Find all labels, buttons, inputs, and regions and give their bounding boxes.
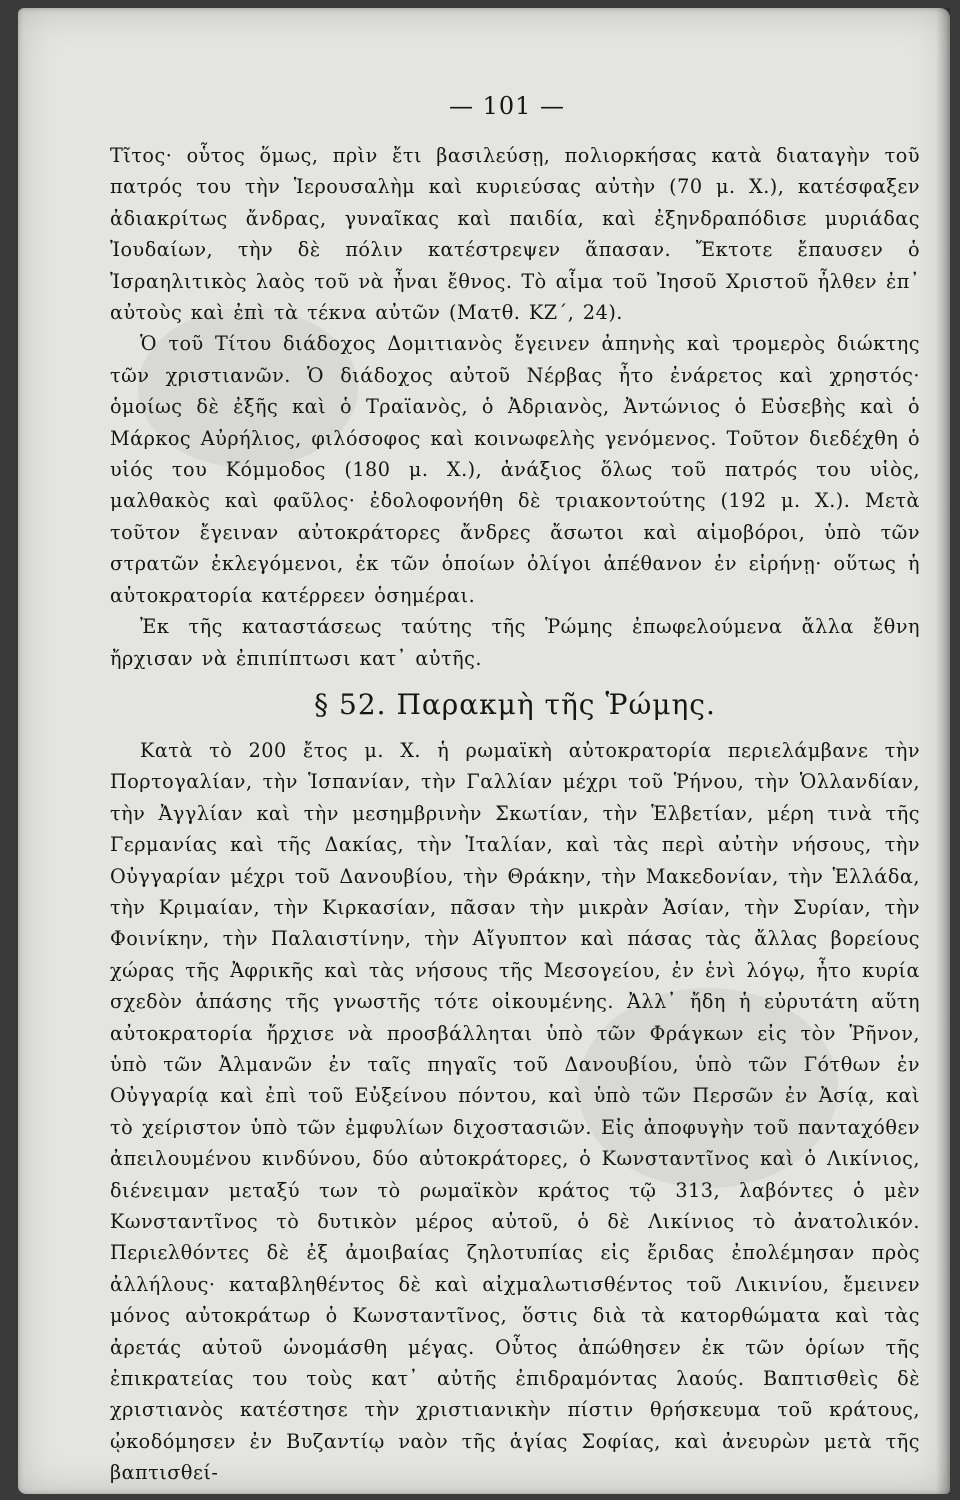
paragraph-successors: Ὁ τοῦ Τίτου διάδοχος Δομιτιανὸς ἔγεινεν ἀπηνὴς καὶ τρομερὸς διώκτης τῶν χριστιανῶν. Ὁ διάδοχος αὐτοῦ Νέρβας ἦτο ἐνάρετος καὶ χρηστός· ὁμοίως δὲ ἐξῆς καὶ ὁ Τραϊανὸς, ὁ Ἀδριανὸς, Ἀντώνιος ὁ Εὐσεβὴς καὶ ὁ Μάρκος Αὐρήλιος, φιλόσοφος καὶ κοινωφελὴς γενόμενος. Τοῦτον διεδέχθη ὁ υἱός του Κόμμοδος (180 μ. Χ.), ἀνάξιος ὅλως τοῦ πατρός του υἱὸς, μαλθακὸς καὶ φαῦλος· ἐδολοφονήθη δὲ τριακοντούτης (192 μ. Χ.). Μετὰ τοῦτον ἔγειναν αὐτοκράτορες ἄνδρες ἄσωτοι καὶ αἱμοβόροι, ὑπὸ τῶν στρατῶν ἐκλεγόμενοι, ἐκ τῶν ὁποίων ὀλίγοι ἀπέθανον ἐν εἰρήνῃ· οὕτως ἡ αὐτοκρατορία κατέρρεεν ὁσημέραι. xyxy=(110,332,920,607)
page-number: — 101 — xyxy=(448,92,566,120)
page-edge-shadow xyxy=(936,8,950,1494)
page-content xyxy=(110,92,920,1489)
paragraph-decline: Κατὰ τὸ 200 ἔτος μ. Χ. ἡ ρωμαϊκὴ αὐτοκρατορία περιελάμβανε τὴν Πορτογαλίαν, τὴν Ἱσπανίαν, τὴν Γαλλίαν μέχρι τοῦ Ῥήνου, τὴν Ὁλλανδίαν, τὴν Ἀγγλίαν καὶ τὴν μεσημβρινὴν Σκωτίαν, τὴν Ἑλβετίαν, μέρη τινὰ τῆς Γερμανίας καὶ τῆς Δακίας, τὴν Ἰταλίαν, καὶ τὰς περὶ αὐτὴν νήσους, τὴν Οὐγγαρίαν μέχρι τοῦ Δανουβίου, τὴν Θράκην, τὴν Μακεδονίαν, τὴν Ἑλλάδα, τὴν Κριμαίαν, τὴν Κιρκασίαν, πᾶσαν τὴν μικρὰν Ἀσίαν, τὴν Συρίαν, τὴν Φοινίκην, τὴν Παλαιστίνην, τὴν Αἴγυπτον καὶ πάσας τὰς ἄλλας βορείους χώρας τῆς Ἀφρικῆς καὶ τὰς νήσους τῆς Μεσογείου, ἐν ἑνὶ λόγῳ, ἦτο κυρία σχεδὸν ἁπάσης τῆς γνωστῆς τότε οἰκουμένης. Ἀλλ᾽ ἤδη ἡ εὐρυτάτη αὕτη αὐτοκρατορία ἤρχισε νὰ προσβάλληται ὑπὸ τῶν Φράγκων εἰς τὸν Ῥῆνον, ὑπὸ τῶν Ἀλμανῶν ἐν ταῖς πηγαῖς τοῦ Δανουβίου, ὑπὸ τῶν Γότθων ἐν Οὐγγαρίᾳ καὶ ἐπὶ τοῦ Εὐξείνου πόντου, καὶ ὑπὸ τῶν Περσῶν ἐν Ἀσίᾳ, καὶ τὸ χείριστον ὑπὸ τῶν ἐμφυλίων διχοστασιῶν. Εἰς ἀποφυγὴν τοῦ πανταχόθεν ἀπειλουμένου κινδύνου, δύο αὐτοκράτορες, ὁ Κωνσταντῖνος καὶ ὁ Λικίνιος, διένειμαν μεταξύ των τὸ ρωμαϊκὸν κράτος τῷ 313, λαβόντες ὁ μὲν Κωνσταντῖνος τὸ δυτικὸν μέρος αὐτοῦ, ὁ δὲ Λικίνιος τὸ ἀνατολικόν. Περιελθόντες δὲ ἐξ ἀμοιβαίας ζηλοτυπίας εἰς ἔριδας ἐπολέμησαν πρὸς ἀλλήλους· καταβληθέντος δὲ καὶ αἰχμαλωτισθέντος τοῦ Λικινίου, ἔμεινεν μόνος αὐτοκράτωρ ὁ Κωνσταντῖνος, ὅστις διὰ τὰ κατορθώματα καὶ τὰς ἀρετάς αὐτοῦ ὠνομάσθη μέγας. Οὗτος ἀπώθησεν ἐκ τῶν ὁρίων τῆς ἐπικρατείας του τοὺς κατ᾽ αὐτῆς ἐπιδραμόντας λαούς. Βαπτισθεὶς δὲ χριστιανὸς κατέστησε τὴν χριστιανικὴν πίστιν θρήσκευμα τοῦ κράτους, ᾠκοδόμησεν ἐν Βυζαντίῳ ναὸν τῆς ἁγίας Σοφίας, καὶ ἀνευρὼν μετὰ τῆς βαπτισθεί- xyxy=(110,738,920,1485)
book-page xyxy=(18,8,950,1494)
paragraph-invasions: Ἐκ τῆς καταστάσεως ταύτης τῆς Ῥώμης ἐπωφελούμενα ἄλλα ἔθνη ἤρχισαν νὰ ἐπιπίπτωσι κατ᾽ αὐτῆς. xyxy=(110,615,920,670)
section-heading: § 52. Παρακμὴ τῆς Ῥώμης. xyxy=(314,687,716,721)
paragraph-titus: Τῖτος· οὗτος ὅμως, πρὶν ἔτι βασιλεύσῃ, πολιορκήσας κατὰ διαταγὴν τοῦ πατρός του τὴν Ἱερουσαλὴμ καὶ κυριεύσας αὐτὴν (70 μ. Χ.), κατέσφαξεν ἀδιακρίτως ἄνδρας, γυναῖκας καὶ παιδία, καὶ ἐξηνδραπόδισε μυριάδας Ἰουδαίων, τὴν δὲ πόλιν κατέστρεψεν ἅπασαν. Ἔκτοτε ἔπαυσεν ὁ Ἰσραηλιτικὸς λαὸς τοῦ νὰ ἦναι ἔθνος. Τὸ αἷμα τοῦ Ἰησοῦ Χριστοῦ ἦλθεν ἐπ᾽ αὐτοὺς καὶ ἐπὶ τὰ τέκνα αὐτῶν (Ματθ. ΚΖ΄, 24). xyxy=(110,144,920,325)
